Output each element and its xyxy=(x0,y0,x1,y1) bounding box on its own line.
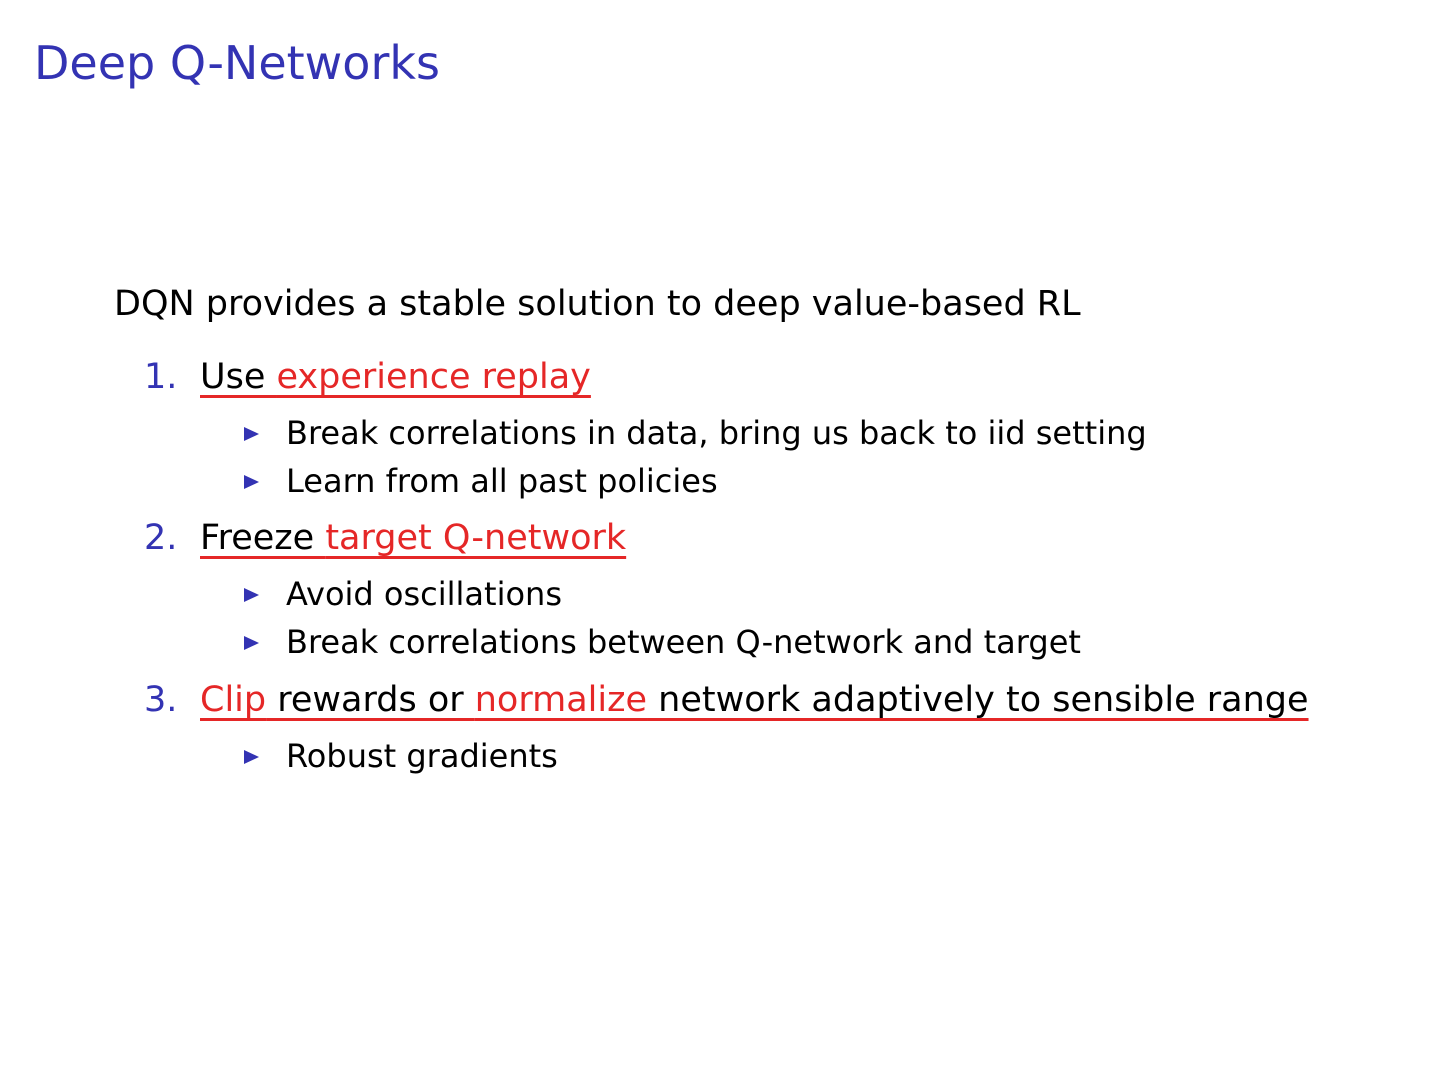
list-item-2 xyxy=(144,517,626,559)
triangle-right-icon xyxy=(244,427,259,441)
sub-item-text: Break correlations in data, bring us back to iid setting xyxy=(286,414,1147,452)
text-segment: network adaptively to sensible range xyxy=(647,680,1309,720)
triangle-right-icon xyxy=(244,636,259,650)
triangle-right-icon xyxy=(244,750,259,764)
highlighted-term: target Q-network xyxy=(325,518,627,558)
list-number: 3. xyxy=(144,680,178,720)
sub-item-text: Avoid oscillations xyxy=(286,575,562,613)
highlighted-term: Clip xyxy=(200,680,267,720)
text-segment: rewards or xyxy=(266,680,475,720)
list-number: 1. xyxy=(144,357,178,397)
triangle-right-icon xyxy=(244,588,259,602)
sub-item xyxy=(244,623,1081,661)
highlighted-term: normalize xyxy=(474,680,648,720)
intro-text: DQN provides a stable solution to deep value-based RL xyxy=(114,284,1081,324)
sub-item-text: Break correlations between Q-network and target xyxy=(286,623,1081,661)
sub-item xyxy=(244,575,562,613)
sub-item xyxy=(244,414,1147,452)
list-item-text xyxy=(200,518,626,558)
text-segment: Freeze xyxy=(200,518,326,558)
highlighted-term: experience replay xyxy=(276,357,591,397)
sub-item-text: Robust gradients xyxy=(286,737,558,775)
list-number: 2. xyxy=(144,518,178,558)
slide-title: Deep Q-Networks xyxy=(34,36,440,90)
sub-item xyxy=(244,737,558,775)
text-segment: Use xyxy=(200,357,277,397)
list-item-text xyxy=(200,680,1309,720)
sub-item xyxy=(244,462,718,500)
list-item-1 xyxy=(144,356,591,398)
sub-item-text: Learn from all past policies xyxy=(286,462,718,500)
list-item-3 xyxy=(144,679,1309,721)
triangle-right-icon xyxy=(244,475,259,489)
list-item-text xyxy=(200,357,591,397)
